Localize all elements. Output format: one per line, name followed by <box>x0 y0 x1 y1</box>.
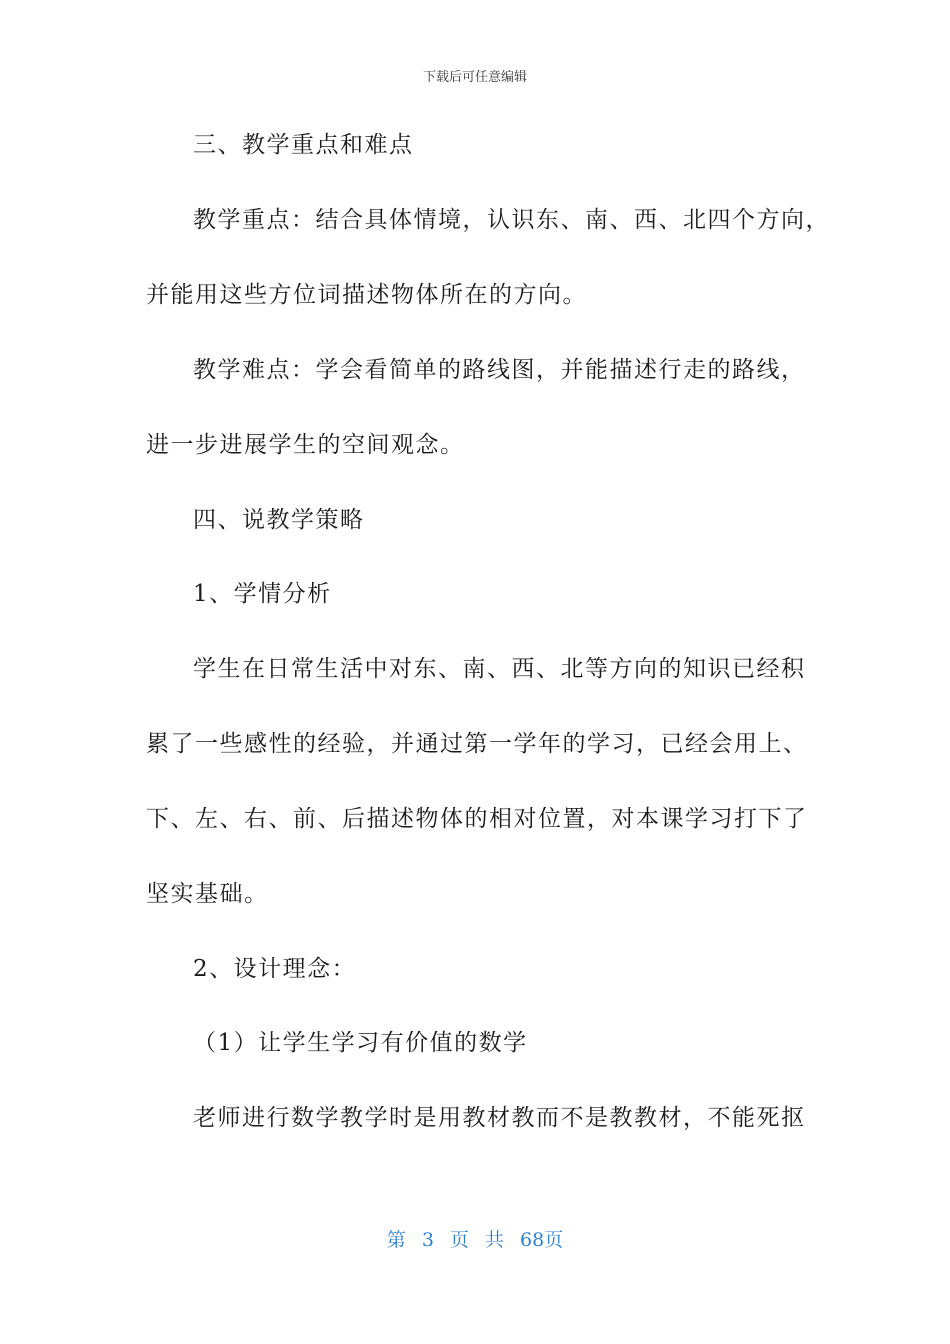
paragraph-line: 学生在日常生活中对东、南、西、北等方向的知识已经积 <box>193 656 806 682</box>
paragraph-line: 教学难点：学会看简单的路线图，并能描述行走的路线， <box>193 357 806 383</box>
paragraph-line: 教学重点：结合具体情境，认识东、南、西、北四个方向， <box>193 207 830 233</box>
paragraph-line: 进一步进展学生的空间观念。 <box>146 432 465 458</box>
subsection-heading-2: 2、设计理念： <box>193 956 357 982</box>
paragraph-line: 并能用这些方位词描述物体所在的方向。 <box>146 282 587 308</box>
paragraph-line: 下、左、右、前、后描述物体的相对位置，对本课学习打下了 <box>146 806 808 832</box>
page-footer: 第 3 页 共 68页 <box>386 1229 564 1251</box>
list-item-heading: （1）让学生学习有价值的数学 <box>193 1030 528 1056</box>
subsection-heading-1: 1、学情分析 <box>193 581 332 607</box>
section-heading-4: 四、说教学策略 <box>193 507 365 533</box>
page-header: 下载后可任意编辑 <box>422 70 527 85</box>
paragraph-line: 累了一些感性的经验，并通过第一学年的学习，已经会用上、 <box>146 731 808 757</box>
paragraph-line: 老师进行数学教学时是用教材教而不是教教材，不能死抠 <box>193 1105 806 1131</box>
paragraph-line: 坚实基础。 <box>146 881 269 907</box>
section-heading-3: 三、教学重点和难点 <box>193 132 414 158</box>
